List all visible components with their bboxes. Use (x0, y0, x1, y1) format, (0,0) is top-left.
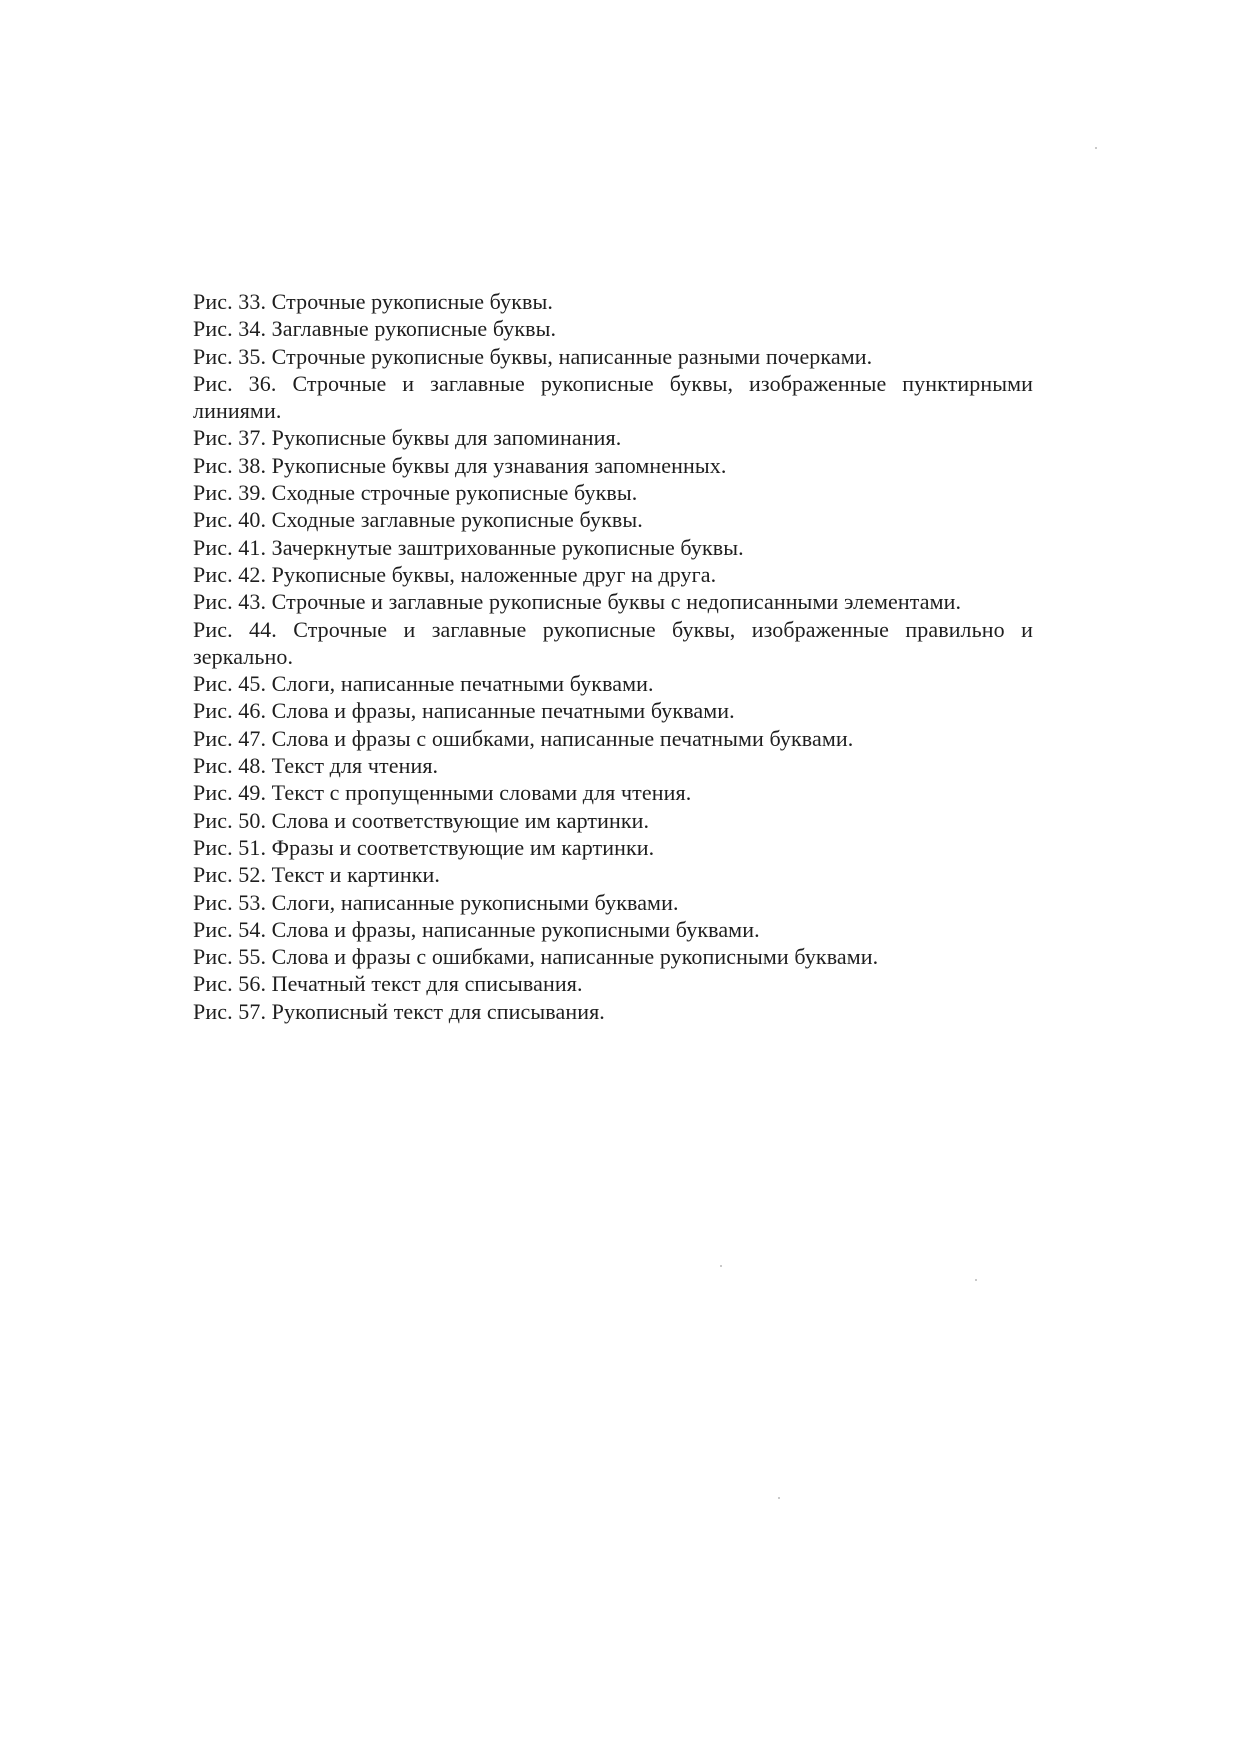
figure-caption: Рис. 35. Строчные рукописные буквы, написанные разными почерками. (193, 343, 873, 369)
figure-caption: Рис. 34. Заглавные рукописные буквы. (193, 316, 557, 342)
figure-caption: Рис. 40. Сходные заглавные рукописные буквы. (193, 507, 643, 533)
figure-caption: Рис. 41. Зачеркнутые заштрихованные рукописные буквы. (193, 534, 744, 560)
figure-caption: Рис. 44. Строчные и заглавные рукописные буквы, изображенные правильно и зеркально. (193, 616, 1033, 669)
figure-caption: Рис. 54. Слова и фразы, написанные рукописными буквами. (193, 916, 760, 942)
scan-speck (975, 1279, 977, 1281)
figure-caption: Рис. 53. Слоги, написанные рукописными буквами. (193, 889, 679, 915)
figure-caption: Рис. 51. Фразы и соответствующие им картинки. (193, 834, 655, 860)
figure-caption: Рис. 39. Сходные строчные рукописные буквы. (193, 480, 638, 506)
figure-caption: Рис. 57. Рукописный текст для списывания. (193, 998, 605, 1024)
figure-caption: Рис. 55. Слова и фразы с ошибками, написанные рукописными буквами. (193, 944, 879, 970)
figure-caption: Рис. 33. Строчные рукописные буквы. (193, 289, 553, 314)
figure-caption: Рис. 47. Слова и фразы с ошибками, написанные печатными буквами. (193, 725, 854, 751)
figure-caption: Рис. 49. Текст с пропущенными словами для чтения. (193, 780, 692, 806)
figure-caption: Рис. 45. Слоги, написанные печатными буквами. (193, 671, 654, 697)
figure-caption: Рис. 42. Рукописные буквы, наложенные друг на друга. (193, 561, 717, 587)
figure-caption: Рис. 46. Слова и фразы, написанные печатными буквами. (193, 698, 735, 724)
scan-speck (1095, 147, 1097, 149)
figure-caption: Рис. 52. Текст и картинки. (193, 862, 440, 888)
figure-caption: Рис. 37. Рукописные буквы для запоминания. (193, 425, 622, 451)
figure-caption: Рис. 36. Строчные и заглавные рукописные буквы, изображенные пунктирными линиями. (193, 370, 1033, 424)
scan-speck (720, 1265, 722, 1267)
figure-caption: Рис. 38. Рукописные буквы для узнавания запомненных. (193, 452, 727, 478)
figure-caption: Рис. 43. Строчные и заглавные рукописные буквы с недописанными элементами. (193, 589, 962, 615)
scan-speck (778, 1497, 780, 1499)
figure-caption: Рис. 56. Печатный текст для списывания. (193, 971, 583, 997)
figure-caption: Рис. 50. Слова и соответствующие им картинки. (193, 807, 650, 833)
figure-caption: Рис. 48. Текст для чтения. (193, 753, 439, 779)
figure-caption-list (193, 288, 1033, 1025)
